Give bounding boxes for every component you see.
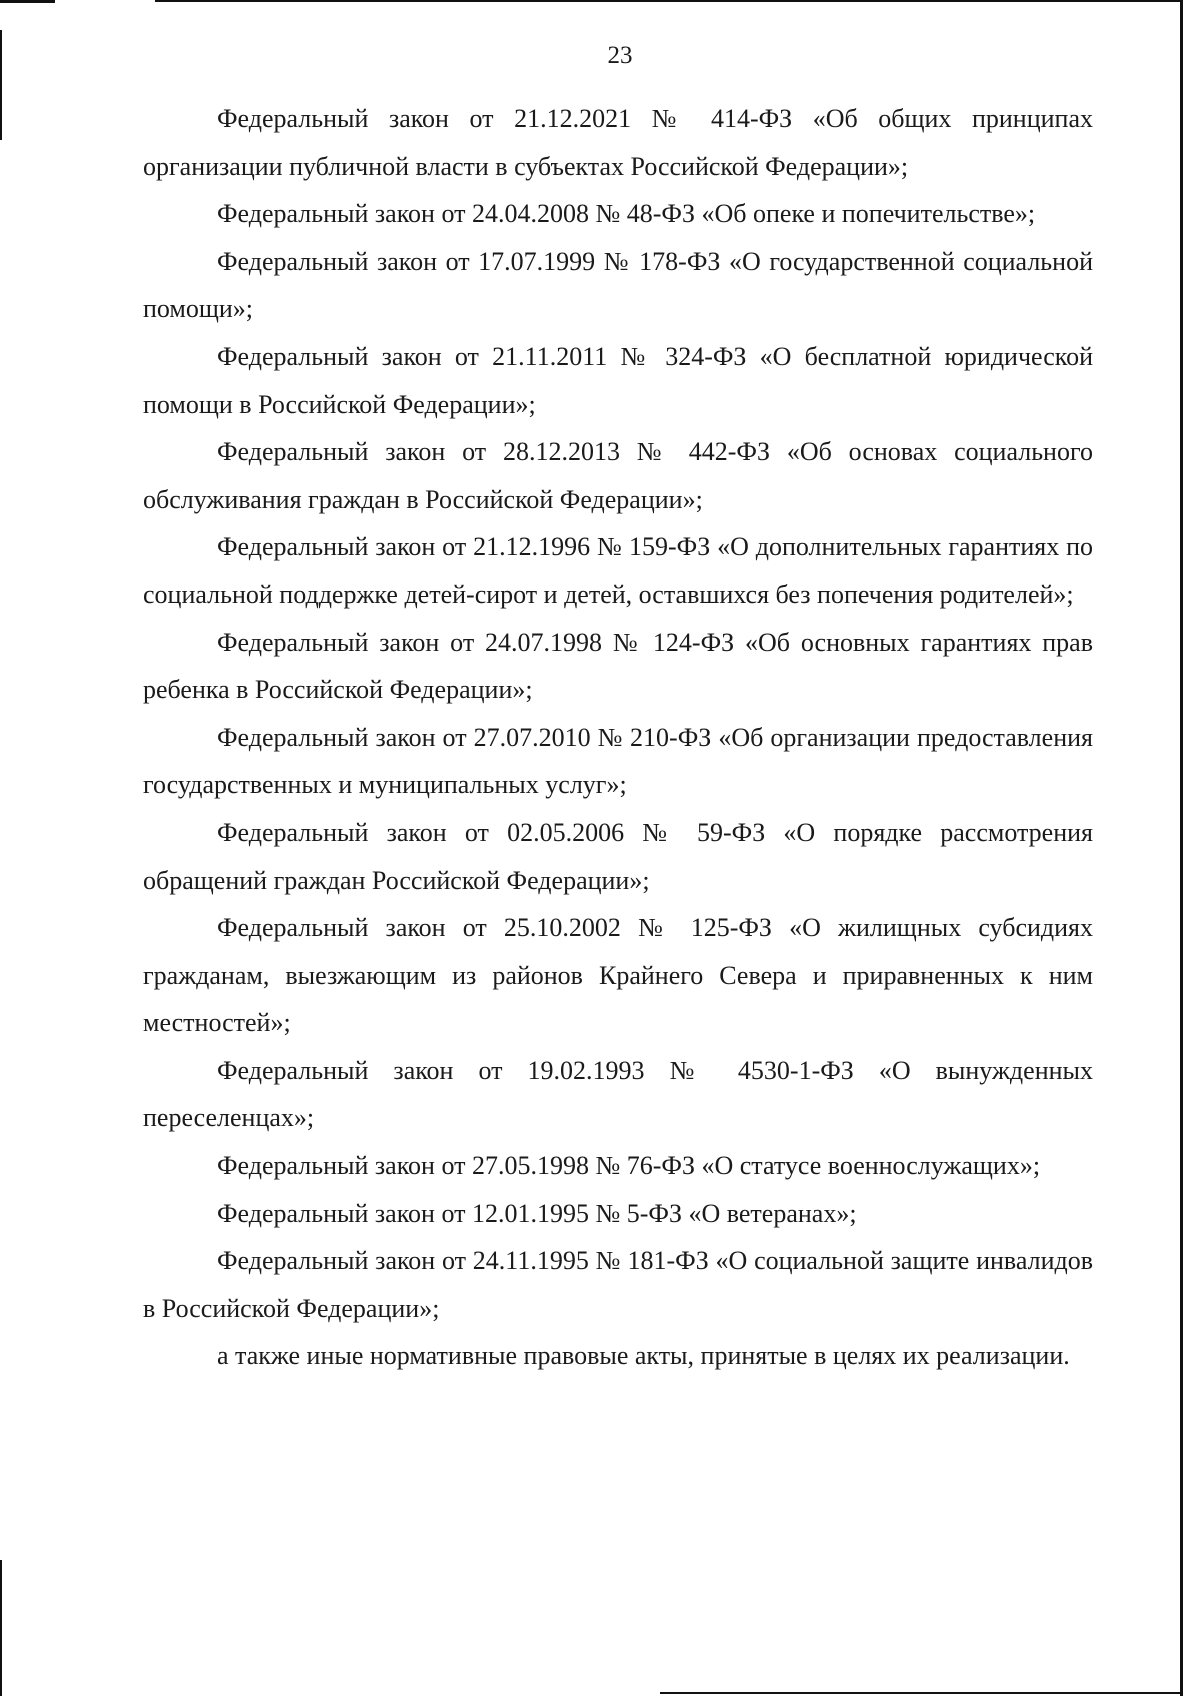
law-paragraph: Федеральный закон от 17.07.1999 № 178-ФЗ «О государственной социальной помощи»; bbox=[143, 246, 1093, 324]
scan-border-left-lower bbox=[0, 1560, 2, 1696]
law-paragraph: Федеральный закон от 27.07.2010 № 210-ФЗ «Об организации предоставления государственных и муниципальных услуг»; bbox=[143, 722, 1093, 800]
law-paragraph: Федеральный закон от 21.12.1996 № 159-ФЗ «О дополнительных гарантиях по социальной поддержке детей-сирот и детей, оставшихся без попечения родителей»; bbox=[143, 532, 1093, 609]
law-paragraph: Федеральный закон от 21.11.2011 № 324-ФЗ «О бесплатной юридической помощи в Российской Федерации»; bbox=[143, 341, 1093, 419]
scan-border-bottom bbox=[660, 1692, 1180, 1694]
page-number: 23 bbox=[607, 42, 633, 69]
law-paragraph: Федеральный закон от 19.02.1993 № 4530-1-ФЗ «О вынужденных переселенцах»; bbox=[143, 1055, 1093, 1133]
scan-border-right bbox=[1180, 0, 1183, 1696]
closing-paragraph: а также иные нормативные правовые акты, принятые в целях их реализации. bbox=[217, 1341, 1070, 1371]
law-paragraph: Федеральный закон от 28.12.2013 № 442-ФЗ «Об основах социального обслуживания граждан в Российской Федерации»; bbox=[143, 437, 1093, 514]
law-paragraph: Федеральный закон от 12.01.1995 № 5-ФЗ «О ветеранах»; bbox=[217, 1198, 857, 1228]
document-body bbox=[143, 95, 1093, 1380]
law-paragraph: Федеральный закон от 24.11.1995 № 181-ФЗ «О социальной защите инвалидов в Российской Федерации»; bbox=[143, 1246, 1093, 1323]
law-paragraph: Федеральный закон от 24.04.2008 № 48-ФЗ «Об опеке и попечительстве»; bbox=[217, 199, 1036, 229]
law-paragraph: Федеральный закон от 27.05.1998 № 76-ФЗ «О статусе военнослужащих»; bbox=[217, 1151, 1041, 1181]
law-paragraph: Федеральный закон от 21.12.2021 № 414-ФЗ «Об общих принципах организации публичной власти в субъектах Российской Федерации»; bbox=[143, 104, 1093, 181]
law-paragraph: Федеральный закон от 24.07.1998 № 124-ФЗ «Об основных гарантиях прав ребенка в Российской Федерации»; bbox=[143, 627, 1093, 705]
scan-border-top-left bbox=[0, 0, 55, 3]
law-paragraph: Федеральный закон от 02.05.2006 № 59-ФЗ «О порядке рассмотрения обращений граждан Российской Федерации»; bbox=[143, 817, 1093, 895]
scan-border-top-right bbox=[155, 0, 1180, 2]
law-paragraph: Федеральный закон от 25.10.2002 № 125-ФЗ «О жилищных субсидиях гражданам, выезжающим из районов Крайнего Севера и приравненных к ним местностей»; bbox=[143, 913, 1093, 1038]
